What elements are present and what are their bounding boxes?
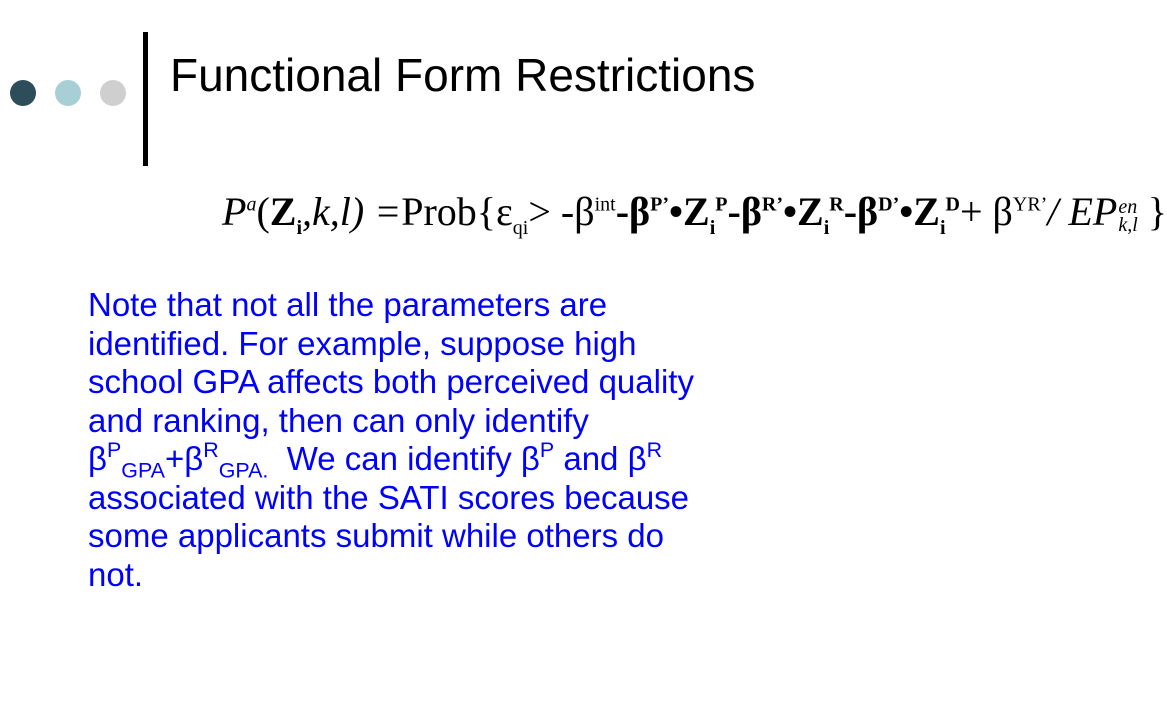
- sup-p-2: P: [539, 438, 555, 463]
- sub-gpa-2: GPA.: [218, 458, 269, 483]
- body-line-7: some applicants submit while others do: [88, 517, 664, 554]
- formula-plus: +: [959, 189, 993, 234]
- dot-teal: [55, 80, 81, 106]
- body-line-5: [88, 438, 938, 483]
- formula-z3-sub: i: [939, 217, 946, 239]
- body-line-4: and ranking, then can only identify: [88, 401, 589, 439]
- title-divider-line: [143, 32, 148, 166]
- formula-z2: Z: [797, 189, 824, 234]
- decorative-dots: [0, 80, 140, 120]
- formula-slash: /: [1047, 189, 1069, 234]
- sup-r: R: [203, 438, 219, 463]
- formula-minus-2: -: [727, 189, 741, 234]
- dot-gray: [100, 80, 126, 106]
- formula-z3: Z: [913, 189, 940, 234]
- and-beta: and β: [554, 440, 647, 477]
- sub-gpa: GPA: [121, 458, 165, 483]
- identify-text: We can identify β: [268, 440, 540, 477]
- formula-args: ,k,l) =: [302, 189, 402, 234]
- formula-dot-1: •: [669, 189, 684, 234]
- formula-p-sup: P’: [650, 193, 669, 216]
- formula-z3-sup: D: [945, 193, 960, 216]
- formula-ep-sup: en: [1118, 195, 1138, 218]
- beta-symbol: β: [88, 440, 107, 477]
- formula-z: Z: [269, 189, 297, 234]
- formula-z1: Z: [683, 189, 710, 234]
- formula-beta-yr: β: [992, 189, 1013, 234]
- formula-beta-int: β: [574, 189, 595, 234]
- sup-p: P: [106, 438, 122, 463]
- formula-minus-1: -: [615, 189, 630, 234]
- formula-minus-3: -: [843, 189, 858, 234]
- sup-r-2: R: [646, 438, 663, 463]
- formula-p: P: [222, 189, 247, 234]
- formula-d-sup: D’: [878, 193, 900, 216]
- formula-z-sub: i: [296, 217, 303, 239]
- formula-open-paren: (: [256, 189, 270, 234]
- formula-epsilon: ε: [495, 189, 513, 234]
- formula-gt: > -: [528, 189, 575, 234]
- body-text: [88, 286, 938, 594]
- formula-a-sup: a: [246, 193, 257, 216]
- formula-dot-3: •: [899, 189, 914, 234]
- body-line-8: not.: [88, 555, 144, 593]
- body-line-1: Note that not all the parameters are: [88, 286, 608, 323]
- formula-beta-r: β: [740, 189, 762, 234]
- slide-title: Functional Form Restrictions: [170, 49, 756, 101]
- formula-epsilon-sub: qi: [512, 217, 529, 239]
- body-line-6: associated with the SATI scores because: [88, 478, 690, 516]
- body-line-3: school GPA affects both perceived quality: [88, 363, 694, 400]
- probability-formula: [222, 188, 1167, 240]
- formula-ep-scripts: [1118, 195, 1138, 236]
- body-line-2: identified. For example, suppose high: [88, 324, 637, 362]
- plus-beta: +β: [164, 440, 204, 477]
- formula-yr-sup: YR’: [1012, 193, 1048, 216]
- formula-z1-sup: P: [715, 193, 728, 216]
- formula-r-sup: R’: [761, 193, 783, 216]
- formula-ep-sub: k,l: [1118, 213, 1138, 236]
- formula-z2-sup: R: [829, 193, 844, 216]
- formula-z1-sub: i: [709, 217, 716, 239]
- formula-int-sup: int: [594, 193, 616, 216]
- formula-beta-p: β: [629, 189, 651, 234]
- formula-close-brace: }: [1137, 189, 1167, 234]
- formula-beta-d: β: [857, 189, 879, 234]
- formula-z2-sub: i: [823, 217, 830, 239]
- formula-prob: Prob{: [401, 189, 496, 234]
- dot-dark: [10, 80, 36, 106]
- formula-dot-2: •: [783, 189, 798, 234]
- formula-ep: EP: [1068, 189, 1118, 234]
